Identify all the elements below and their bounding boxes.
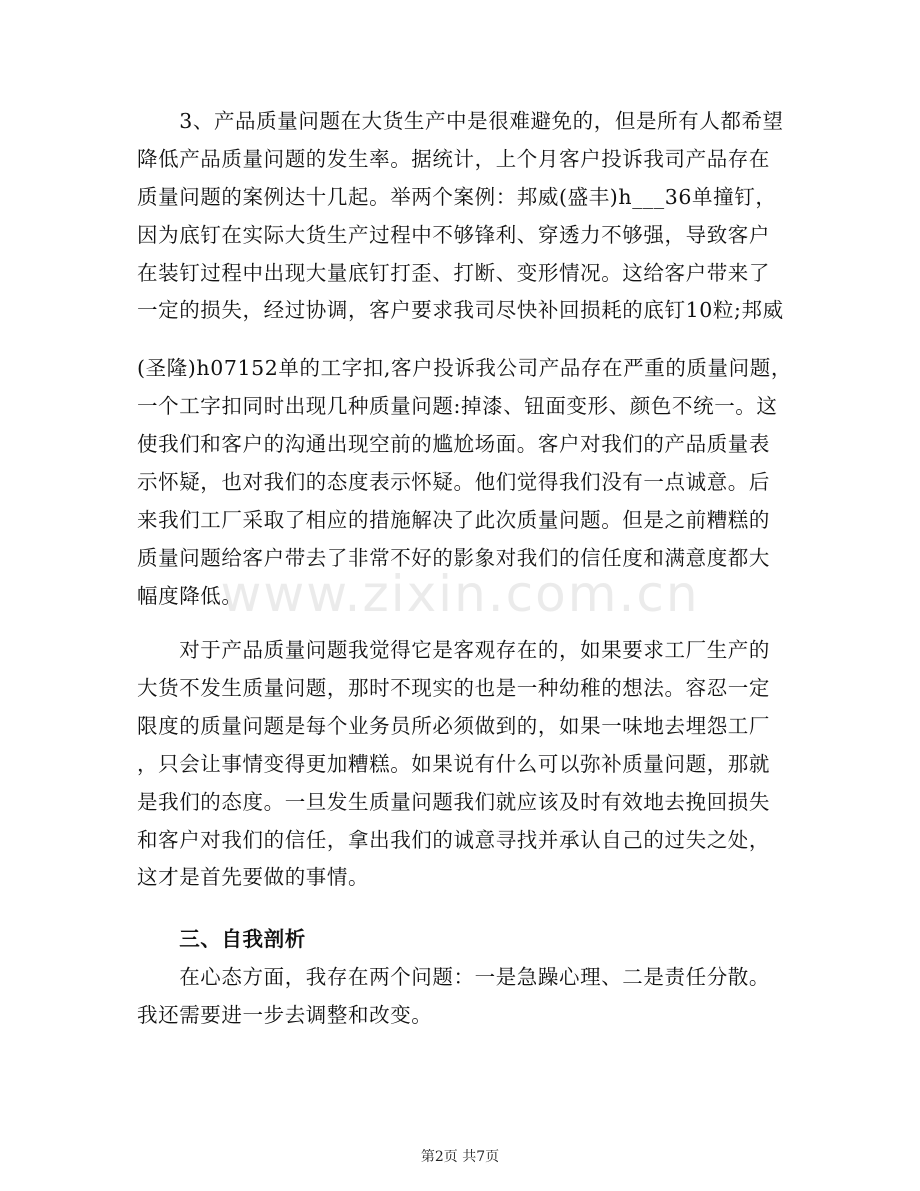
text-line: 是我们的态度。一旦发生质量问题我们就应该及时有效地去挽回损失 [137,790,770,814]
text-line: 质量问题给客户带去了非常不好的影象对我们的信任度和满意度都大 [137,546,770,570]
text-line: 对于产品质量问题我觉得它是客观存在的，如果要求工厂生产的 [137,638,770,662]
text-line: 一个工字扣同时出现几种质量问题:掉漆、钮面变形、颜色不统一。这 [137,394,778,418]
text-line: 幅度降低。 [137,584,243,608]
text-line: 限度的质量问题是每个业务员所必须做到的，如果一味地去埋怨工厂 [137,714,770,738]
text-line: 大货不发生质量问题，那时不现实的也是一种幼稚的想法。容忍一定 [137,676,770,700]
text-line: 示怀疑，也对我们的态度表示怀疑。他们觉得我们没有一点诚意。后 [137,470,770,494]
text-line: 因为底钉在实际大货生产过程中不够锋利、穿透力不够强，导致客户 [137,223,770,247]
text-line: 使我们和客户的沟通出现空前的尴尬场面。客户对我们的产品质量表 [137,432,770,456]
text-line: 降低产品质量问题的发生率。据统计，上个月客户投诉我司产品存在 [137,147,770,171]
text-line: 这才是首先要做的事情。 [137,865,370,889]
text-line: 在心态方面，我存在两个问题：一是急躁心理、二是责任分散。 [137,965,770,989]
text-line: 来我们工厂采取了相应的措施解决了此次质量问题。但是之前糟糕的 [137,508,770,532]
text-line: 3、产品质量问题在大货生产中是很难避免的，但是所有人都希望 [137,109,784,133]
text-line: 我还需要进一步去调整和改变。 [137,1003,433,1027]
text-line: 和客户对我们的信任，拿出我们的诚意寻找并承认自己的过失之处， [137,828,770,852]
section-heading: 三、自我剖析 [137,927,306,951]
text-line: 一定的损失，经过协调，客户要求我司尽快补回损耗的底钉10粒;邦威 [137,298,784,322]
text-line: ，只会让事情变得更加糟糕。如果说有什么可以弥补质量问题，那就 [137,752,770,776]
page-number-footer: 第2页 共7页 [420,1149,500,1165]
text-line: 在装钉过程中出现大量底钉打歪、打断、变形情况。这给客户带来了 [137,261,770,285]
text-line: 质量问题的案例达十几起。举两个案例：邦威(盛丰)h___36单撞钉， [137,185,777,209]
watermark: www.zixin.com.cn [220,565,700,623]
text-line: (圣隆)h07152单的工字扣,客户投诉我公司产品存在严重的质量问题， [137,356,792,380]
